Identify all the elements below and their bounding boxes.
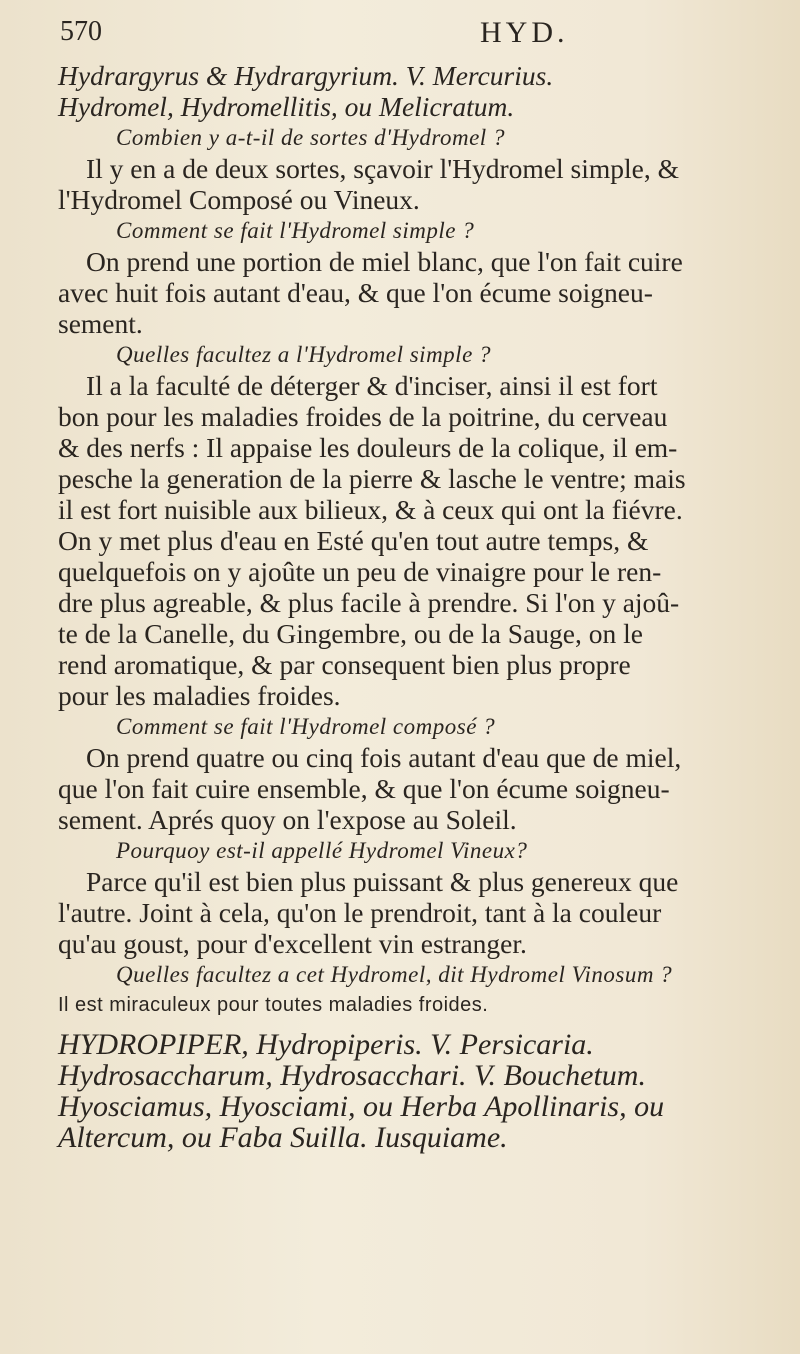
text-line: quelquefois on y ajoûte un peu de vinaigre pour le ren- <box>58 556 662 587</box>
question-line: Quelles facultez a l'Hydromel simple ? <box>116 342 492 367</box>
entry-line: Hydrosaccharum, Hydrosacchari. V. Bouchetum. <box>58 1059 646 1092</box>
text-line: pour les maladies froides. <box>58 680 341 711</box>
question-line: Comment se fait l'Hydromel simple ? <box>116 218 475 243</box>
entry-line: HYDROPIPER, Hydropiperis. V. Persicaria. <box>58 1028 594 1061</box>
text-line: dre plus agreable, & plus facile à prendre. Si l'on y ajoû- <box>58 587 680 618</box>
text-line: Hydromel, Hydromellitis, ou Melicratum. <box>58 91 515 122</box>
text-line: On prend quatre ou cinq fois autant d'eau que de miel, <box>86 742 682 773</box>
text-line: rend aromatique, & par consequent bien plus propre <box>58 649 631 680</box>
entry-line: Hyosciamus, Hyosciami, ou Herba Apollinaris, ou <box>58 1090 665 1123</box>
text-line: Il a la faculté de déterger & d'inciser, ainsi il est fort <box>86 370 658 401</box>
entry-line: Altercum, ou Faba Suilla. Iusquiame. <box>58 1121 508 1154</box>
text-line: Il est miraculeux pour toutes maladies froides. <box>58 994 489 1016</box>
text-line: pesche la generation de la pierre & lasche le ventre; mais <box>58 463 686 494</box>
text-line: l'Hydromel Composé ou Vineux. <box>58 184 420 215</box>
text-line: qu'au goust, pour d'excellent vin estranger. <box>58 928 527 959</box>
text-line: Il y en a de deux sortes, sçavoir l'Hydromel simple, & <box>86 153 680 184</box>
text-line: On y met plus d'eau en Esté qu'en tout autre temps, & <box>58 525 649 556</box>
question-line: Comment se fait l'Hydromel composé ? <box>116 714 496 739</box>
text-line: avec huit fois autant d'eau, & que l'on écume soigneu- <box>58 277 653 308</box>
text-line: Hydrargyrus & Hydrargyrium. V. Mercurius. <box>58 60 554 91</box>
text-line: te de la Canelle, du Gingembre, ou de la Sauge, on le <box>58 618 643 649</box>
text-line: sement. Aprés quoy on l'expose au Soleil. <box>58 804 517 835</box>
page-text <box>58 60 760 1153</box>
question-line: Quelles facultez a cet Hydromel, dit Hydromel Vinosum ? <box>116 962 673 987</box>
text-line: il est fort nuisible aux bilieux, & à ceux qui ont la fiévre. <box>58 494 683 525</box>
text-line: l'autre. Joint à cela, qu'on le prendroit, tant à la couleur <box>58 897 662 928</box>
question-line: Combien y a-t-il de sortes d'Hydromel ? <box>116 125 505 150</box>
text-line: bon pour les maladies froides de la poitrine, du cerveau <box>58 401 668 432</box>
text-line: & des nerfs : Il appaise les douleurs de la colique, il em- <box>58 432 678 463</box>
text-line: On prend une portion de miel blanc, que l'on fait cuire <box>86 246 683 277</box>
question-line: Pourquoy est-il appellé Hydromel Vineux? <box>116 838 528 863</box>
running-head: HYD. <box>480 16 569 49</box>
page-header <box>50 16 750 56</box>
page-number: 570 <box>60 16 102 47</box>
text-line: que l'on fait cuire ensemble, & que l'on écume soigneu- <box>58 773 670 804</box>
text-line: Parce qu'il est bien plus puissant & plus genereux que <box>86 866 679 897</box>
text-line: sement. <box>58 308 143 339</box>
